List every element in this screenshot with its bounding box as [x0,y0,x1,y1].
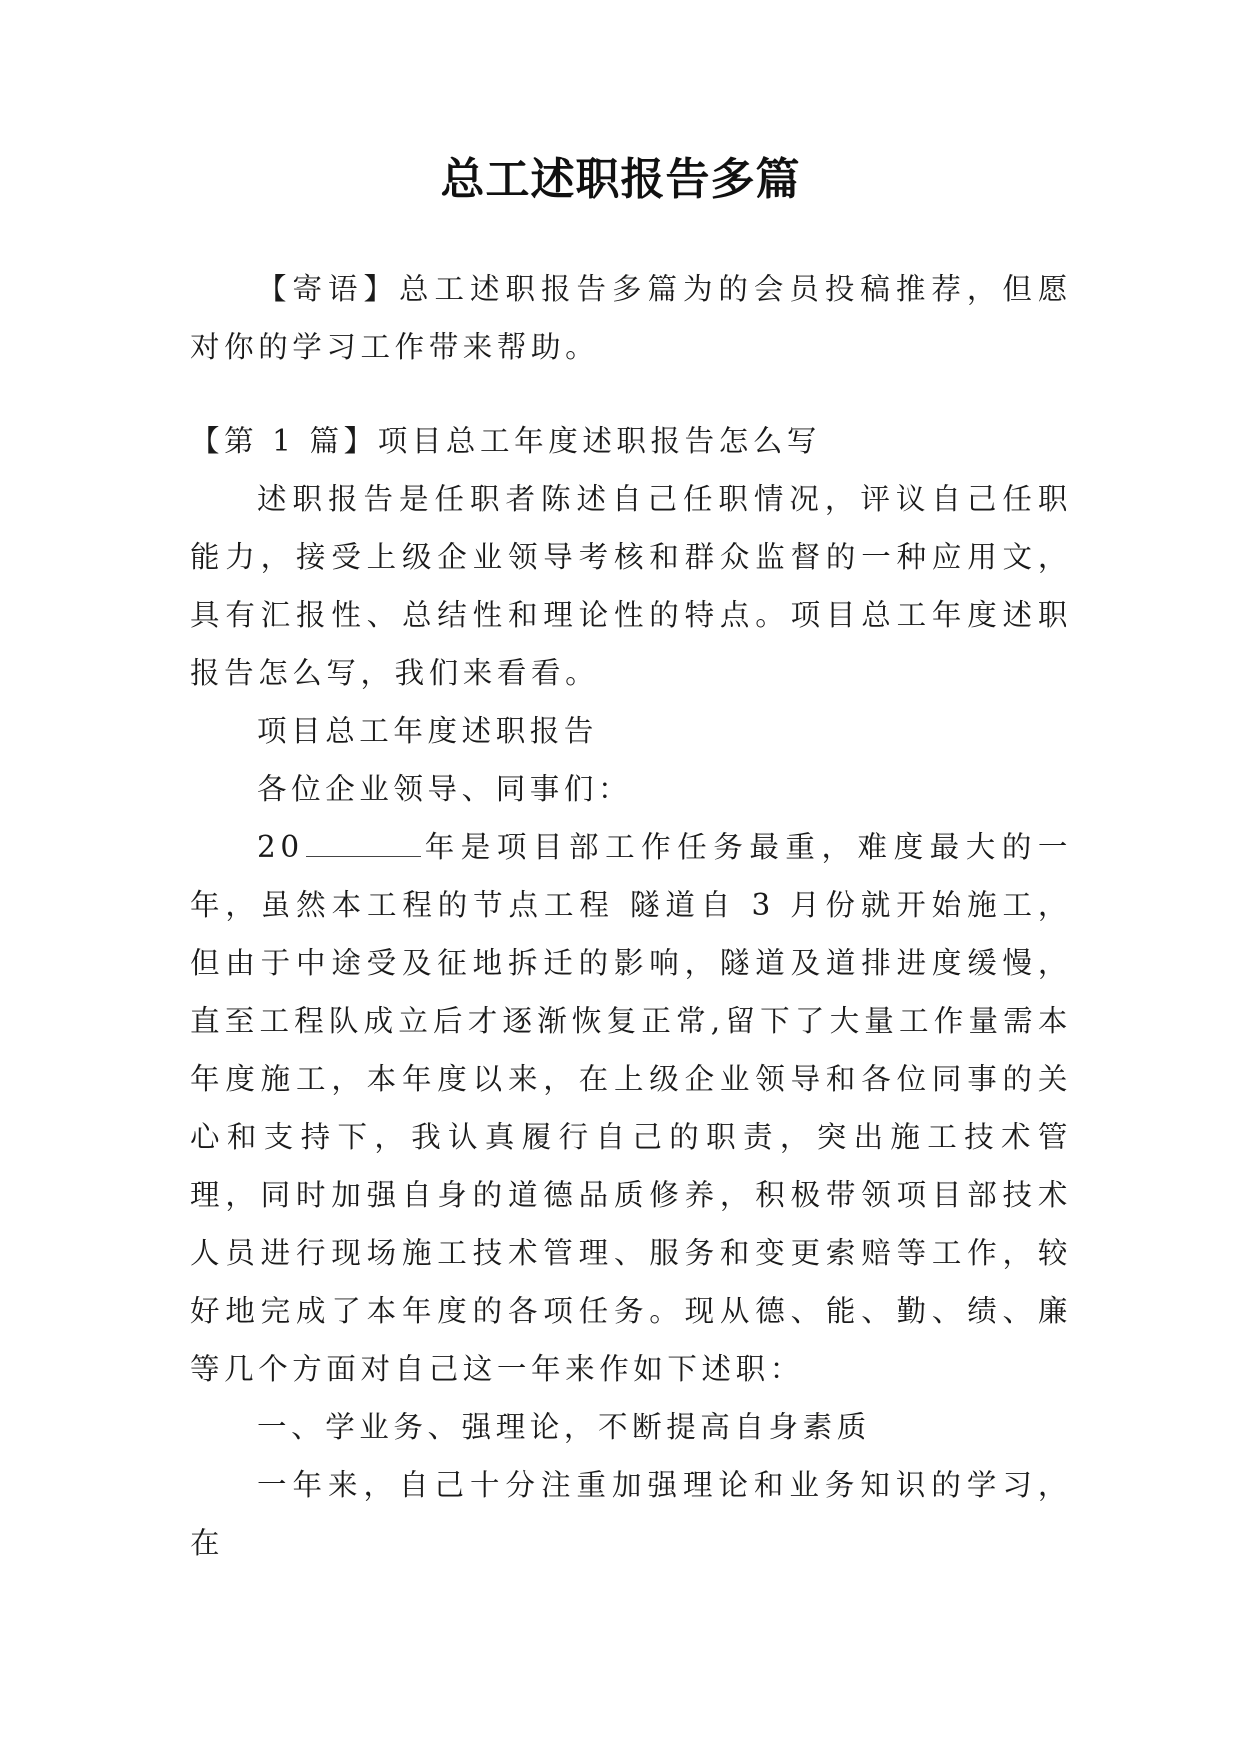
document-title: 总工述职报告多篇 [440,154,801,205]
year-prefix: 20 [257,830,304,864]
paragraph-definition: 述职报告是任职者陈述自己任职情况，评议自己任职能力，接受上级企业领导考核和群众监督的一种应用文，具有汇报性、总结性和理论性的特点。项目总工年度述职报告怎么写，我们来看看。 [190,482,1072,690]
year-summary-text: 年是项目部工作任务最重，难度最大的一年，虽然本工程的节点工程 隧道自 3 月份就开始施工，但由于中途受及征地拆迁的影响，隧道及道排进度缓慢，直至工程队成立后才逐渐恢复正常,留下了大量工作量需本年度施工，本年度以来，在上级企业领导和各位同事的关心和支持下，我认真履行自己的职责，突出施工技术管理，同时加强自身的道德品质修养，积极带领项目部技术人员进行现场施工技术管理、服务和变更索赔等工作，较好地完成了本年度的各项任务。现从德、能、勤、绩、廉等几个方面对自己这一年来作如下述职： [190,830,1072,1386]
intro-paragraph: 【寄语】总工述职报告多篇为的会员投稿推荐，但愿对你的学习工作带来帮助。 [190,272,1072,364]
report-title: 项目总工年度述职报告 [257,714,599,748]
intro-block [190,260,1072,376]
year-blank [306,834,421,857]
chapter-block [190,412,1072,1572]
paragraph-study: 一年来，自己十分注重加强理论和业务知识的学习，在 [190,1468,1072,1560]
salutation: 各位企业领导、同事们： [257,772,633,806]
chapter-heading: 【第 1 篇】项目总工年度述职报告怎么写 [190,424,822,458]
section-heading-1: 一、学业务、强理论，不断提高自身素质 [257,1410,871,1444]
paragraph-year-summary [190,818,1072,1398]
